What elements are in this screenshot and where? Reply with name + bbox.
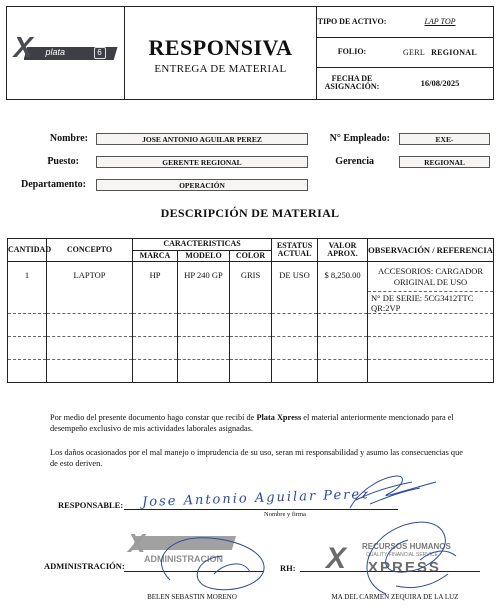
rh-stamp-brand: XPRESS xyxy=(368,559,441,576)
document-subtitle: ENTREGA DE MATERIAL xyxy=(154,63,287,75)
responsable-signature-scribble xyxy=(350,476,436,508)
administracion-name: BELEN SEBASTIN MORENO xyxy=(147,593,237,601)
responsibility-paragraph: Los daños ocasionados por el mal manejo o imprudencia de su uso, seran mi responsabilidad y asumo las consecuencias que de esto deriven. xyxy=(50,448,463,469)
col-valor: VALOR APROX. xyxy=(318,239,368,262)
cell-serial: N° DE SERIE: 5CG3412TTC QR:2VP xyxy=(368,292,494,314)
tipo-activo-value: LAP TOP xyxy=(424,17,456,27)
admin-stamp-text: ADMINISTRACION xyxy=(144,554,223,564)
logo-x-mark: X xyxy=(13,32,33,64)
col-marca: MARCA xyxy=(133,251,178,262)
cell-color: GRIS xyxy=(230,262,272,314)
rh-stamp-subtitle: QUALITY FINANCIAL SERVICE xyxy=(366,552,438,558)
tipo-activo-label: TIPO DE ACTIVO: xyxy=(317,16,387,26)
rh-signature-scribble xyxy=(367,522,456,594)
folio-extra: REGIONAL xyxy=(431,47,478,57)
col-observacion: OBSERVACIÓN / REFERENCIA xyxy=(368,239,494,262)
cell-estatus: DE USO xyxy=(272,262,318,314)
nombre-firma-caption: Nombre y firma xyxy=(264,511,306,518)
rh-stamp-title: RECURSOS HUMANOS xyxy=(362,542,451,551)
cell-marca: HP xyxy=(133,262,178,314)
folio-code: GERL xyxy=(402,47,426,57)
administracion-label: ADMINISTRACIÓN: xyxy=(44,561,125,571)
document-title: RESPONSIVA xyxy=(148,35,293,60)
empleado-field: EXE- xyxy=(399,133,490,145)
fecha-label: FECHA DE ASIGNACIÓN: xyxy=(324,74,380,92)
col-color: COLOR xyxy=(230,251,272,262)
responsable-label: RESPONSABLE: xyxy=(58,500,124,510)
fecha-value: 16/08/2025 xyxy=(420,78,460,89)
col-concepto: CONCEPTO xyxy=(47,239,133,262)
cell-valor: $ 8,250.00 xyxy=(318,262,368,314)
cell-concepto: LAPTOP xyxy=(47,262,133,314)
col-cantidad: CANTIDAD xyxy=(8,239,47,262)
nombre-label: Nombre: xyxy=(49,133,88,144)
empleado-label: N° Empleado: xyxy=(329,133,390,144)
responsable-handwritten-signature: Jose Antonio Aguilar Perez xyxy=(141,487,371,510)
section-title: DESCRIPCIÓN DE MATERIAL xyxy=(160,206,340,220)
gerencia-label: Gerencia xyxy=(335,156,374,167)
company-name: Plata Xpress xyxy=(256,413,302,422)
col-modelo: MODELO xyxy=(178,251,230,262)
folio-label: FOLIO: xyxy=(337,47,367,57)
rh-name: MA DEL CARMEN ZEQUIRA DE LA LUZ xyxy=(331,593,459,601)
admin-stamp-x-icon: X xyxy=(128,528,146,558)
logo-text: plata xyxy=(45,47,66,57)
puesto-field: GERENTE REGIONAL xyxy=(96,156,308,168)
puesto-label: Puesto: xyxy=(47,156,79,167)
rh-label: RH: xyxy=(280,563,296,573)
logo-badge-icon: 6 xyxy=(94,47,106,59)
gerencia-field: REGIONAL xyxy=(399,156,490,168)
rh-stamp-x-icon: X xyxy=(326,542,347,575)
col-estatus: ESTATUS ACTUAL xyxy=(272,239,318,262)
declaration-text-start: Por medio del presente documento hago constar que recibí de xyxy=(50,413,257,422)
cell-cantidad: 1 xyxy=(8,262,47,314)
col-caracteristicas: CARACTERISTICAS xyxy=(133,239,272,251)
admin-signature-scribble xyxy=(162,538,265,590)
nombre-field: JOSE ANTONIO AGUILAR PEREZ xyxy=(96,133,308,145)
departamento-field: OPERACIÓN xyxy=(96,179,308,191)
departamento-label: Departamento: xyxy=(21,179,86,190)
cell-modelo: HP 240 GP xyxy=(178,262,230,314)
cell-observacion: ACCESORIOS: CARGADOR ORIGINAL DE USO xyxy=(368,262,494,292)
declaration-text-end: el material anteriormente mencionado para el desempeño exclusivo de mis actividades laborales asignadas. xyxy=(50,413,454,434)
